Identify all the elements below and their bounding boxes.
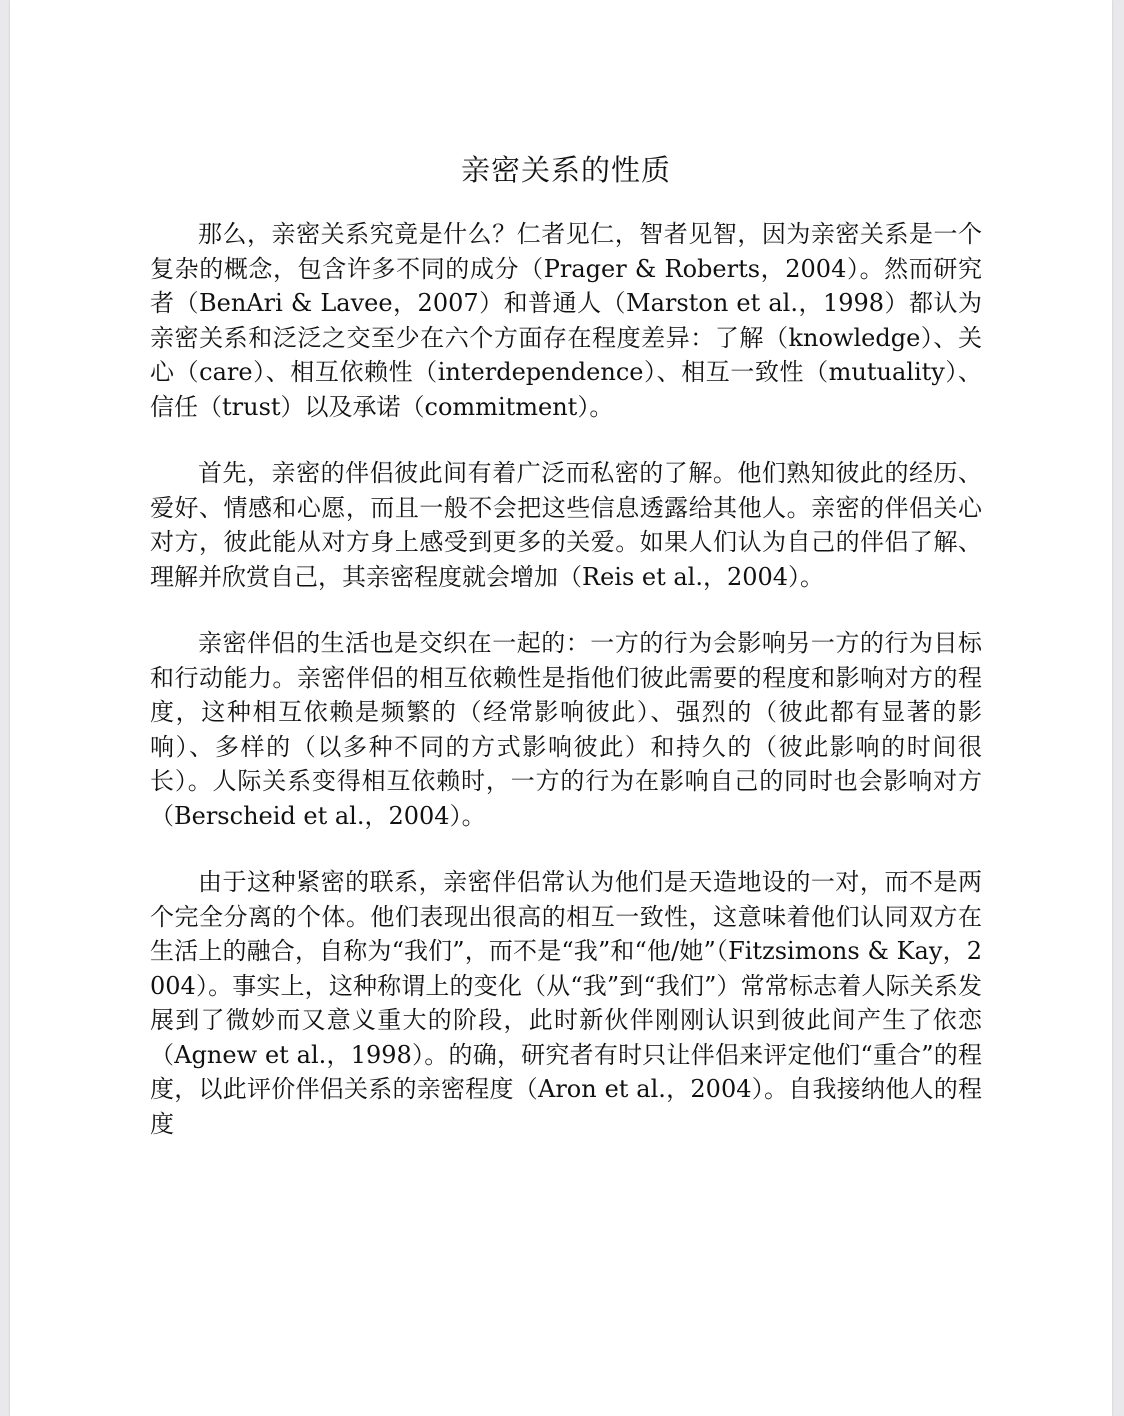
- document-page: [10, 0, 1112, 1416]
- document-title: 亲密关系的性质: [460, 153, 671, 187]
- paragraph-4: 由于这种紧密的联系，亲密伴侣常认为他们是天造地设的一对，而不是两个完全分离的个体。他们表现出很高的相互一致性，这意味着他们认同双方在生活上的融合，自称为“我们”，而不是“我”和“他/她”（Fitzsimons & Kay，2004）。事实上，这种称谓上的变化（从“我”到“我们”）常常标志着人际关系发展到了微妙而又意义重大的阶段，此时新伙伴刚刚认识到彼此间产生了依恋（Agnew et al.，1998）。的确，研究者有时只让伴侣来评定他们“重合”的程度，以此评价伴侣关系的亲密程度（Aron et al.，2004）。自我接纳他人的程度: [150, 868, 982, 1138]
- paragraph-3: 亲密伴侣的生活也是交织在一起的：一方的行为会影响另一方的行为目标和行动能力。亲密伴侣的相互依赖性是指他们彼此需要的程度和影响对方的程度，这种相互依赖是频繁的（经常影响彼此）、强烈的（彼此都有显著的影响）、多样的（以多种不同的方式影响彼此）和持久的（彼此影响的时间很长）。人际关系变得相互依赖时，一方的行为在影响自己的同时也会影响对方（Berscheid et al.，2004）。: [150, 629, 982, 830]
- paragraph-2: 首先，亲密的伴侣彼此间有着广泛而私密的了解。他们熟知彼此的经历、爱好、情感和心愿，而且一般不会把这些信息透露给其他人。亲密的伴侣关心对方，彼此能从对方身上感受到更多的关爱。如果人们认为自己的伴侣了解、理解并欣赏自己，其亲密程度就会增加（Reis et al.，2004）。: [150, 459, 982, 591]
- paragraph-1: 那么，亲密关系究竟是什么？仁者见仁，智者见智，因为亲密关系是一个复杂的概念，包含许多不同的成分（Prager & Roberts，2004）。然而研究者（BenAri & Lavee，2007）和普通人（Marston et al.，1998）都认为亲密关系和泛泛之交至少在六个方面存在程度差异：了解（knowledge）、关心（care）、相互依赖性（interdependence）、相互一致性（mutuality）、信任（trust）以及承诺（commitment）。: [150, 220, 982, 421]
- document-content: [150, 148, 982, 1141]
